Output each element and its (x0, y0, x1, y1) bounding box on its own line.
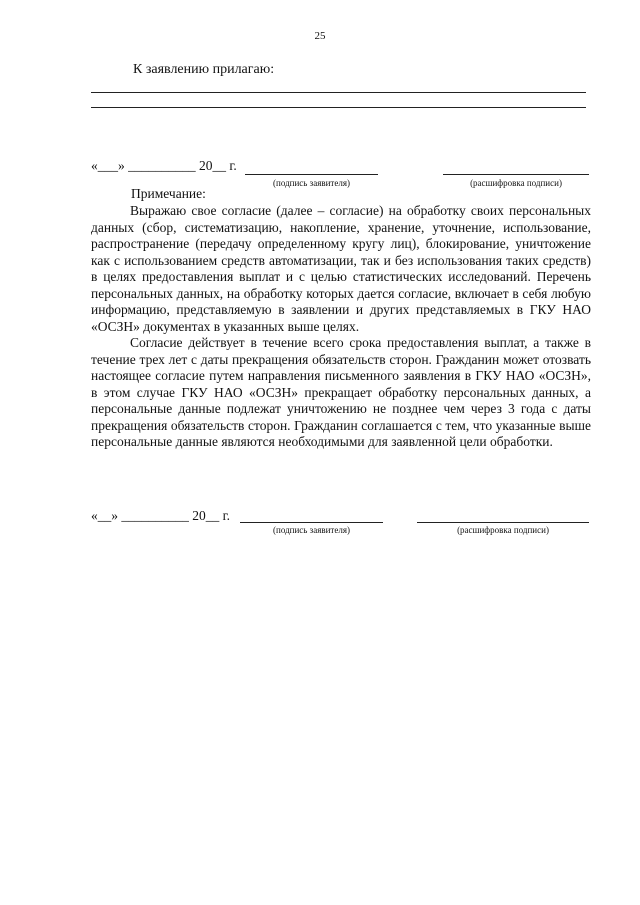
decoding-line-2 (417, 522, 589, 523)
signature-caption-2: (подпись заявителя) (273, 525, 350, 535)
decoding-caption-2: (расшифровка подписи) (457, 525, 549, 535)
signature-caption-1: (подпись заявителя) (273, 178, 350, 188)
attachments-line-2 (91, 107, 586, 108)
attachments-label: К заявлению прилагаю: (133, 62, 275, 77)
attachments-line-1 (91, 92, 586, 93)
signature-line-2 (240, 522, 383, 523)
decoding-caption-1: (расшифровка подписи) (470, 178, 562, 188)
signature-line-1 (245, 174, 378, 175)
decoding-line-1 (443, 174, 589, 175)
consent-paragraph-1: Выражаю свое согласие (далее – согласие) на обработку своих персональных данных (сбор, систематизацию, накопление, хранение, уточнение, использование, распространение (передачу определенному кругу лиц), блокирование, уничтожение как с использованием средств автоматизации, так и без использования таких средств) в целях предоставления выплат и с целью статистических исследований. Перечень персональных данных, на обработку которых дается согласие, включает в себя любую информацию, представляемую в заявлении и других представляемых в ГКУ НАО «ОСЗН» документах в указанных выше целях. (91, 203, 591, 334)
date-field-2: «__» __________ 20__ г. (91, 508, 231, 523)
note-title: Примечание: (131, 186, 206, 201)
consent-paragraph-2: Согласие действует в течение всего срока предоставления выплат, а также в течение трех лет с даты прекращения обязательств сторон. Гражданин может отозвать настоящее согласие путем направления письменного заявления в ГКУ НАО «ОСЗН», в этом случае ГКУ НАО «ОСЗН» прекращает обработку персональных данных, а персональные данные подлежат уничтожению не позднее чем через 3 года с даты прекращения обязательств сторон. Гражданин соглашается с тем, что указанные выше персональные данные являются необходимыми для заявленной цели обработки. (91, 335, 591, 449)
date-field-1: «___» __________ 20__ г. (91, 158, 237, 173)
page-number: 25 (314, 30, 326, 42)
